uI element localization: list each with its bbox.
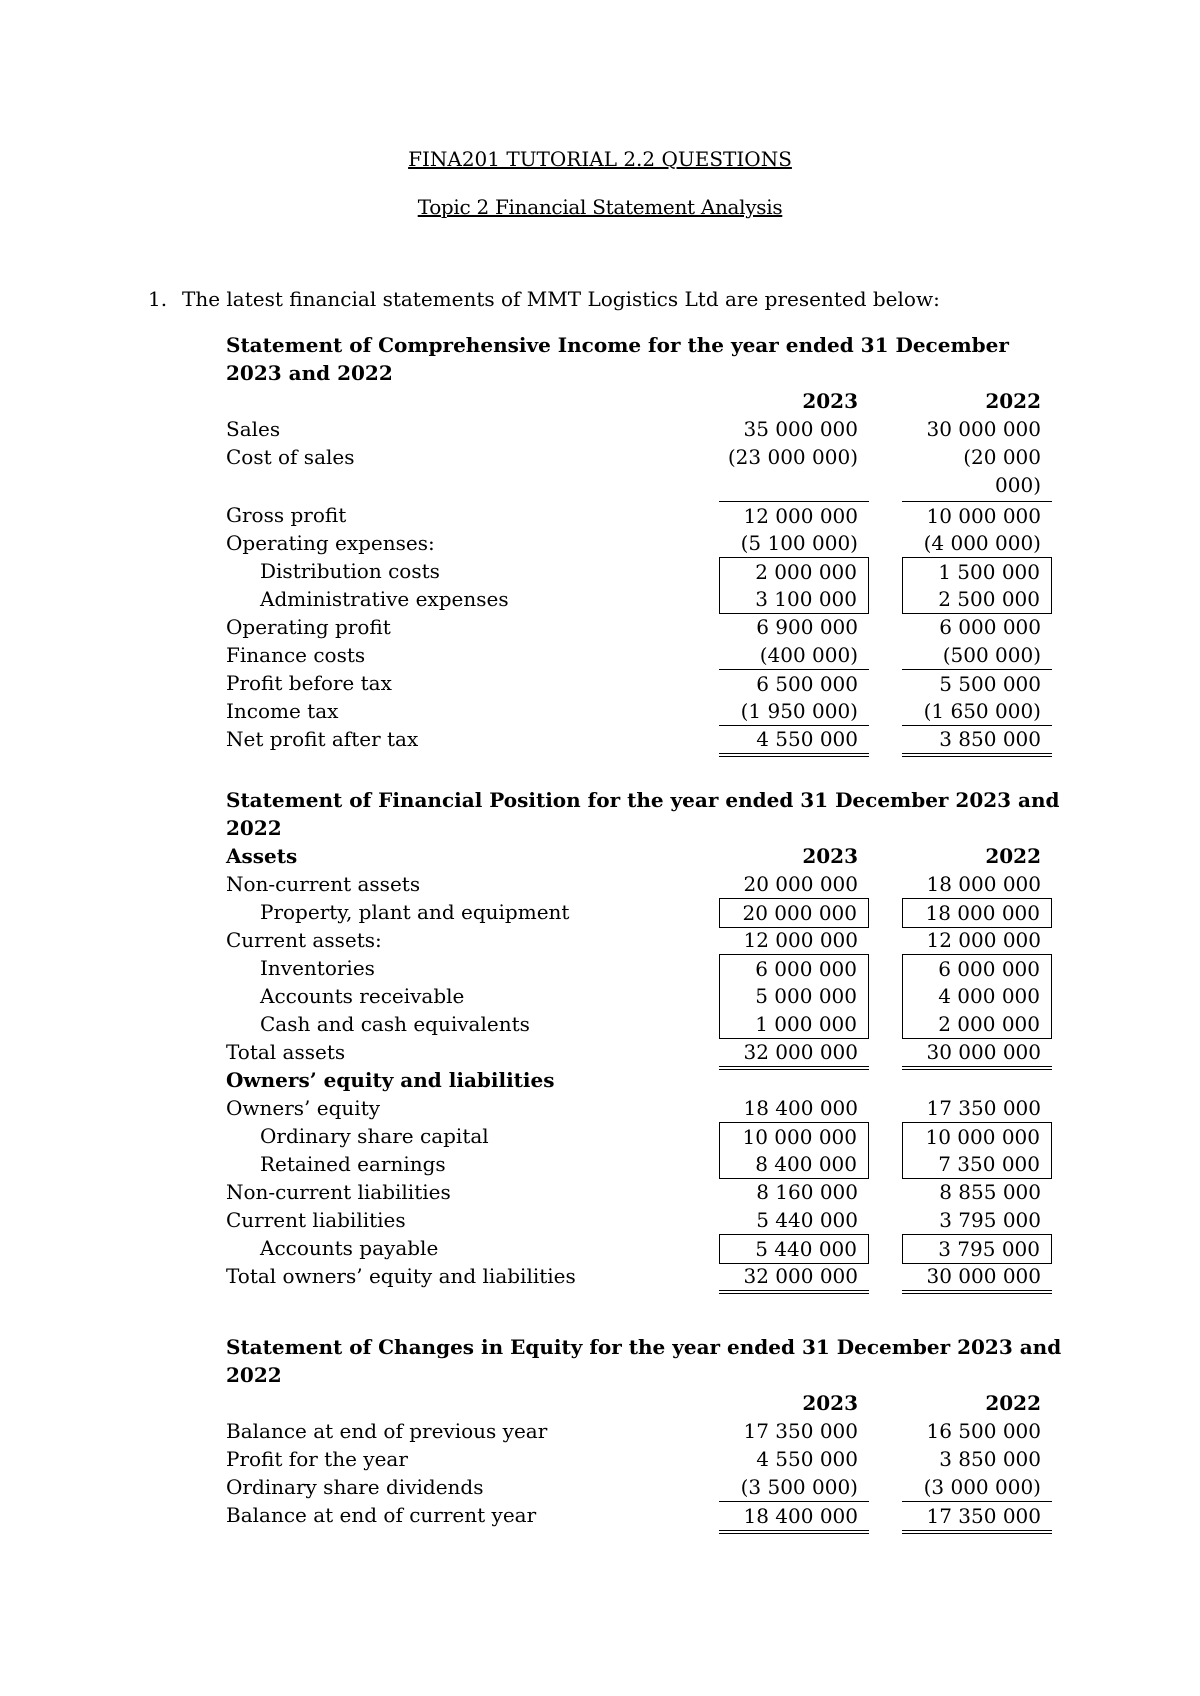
table-row — [226, 1206, 1066, 1234]
table-row — [226, 1038, 1066, 1066]
value-2023: (400 000) — [759, 643, 858, 667]
value-2022: 30 000 000 — [926, 417, 1041, 441]
assets-header-row — [226, 842, 1066, 870]
value-2022: 17 350 000 — [902, 1501, 1052, 1534]
value-2023: 32 000 000 — [719, 1038, 869, 1070]
changes-in-equity-heading: Statement of Changes in Equity for the year ended 31 December 2023 and 2022 — [226, 1335, 1062, 1387]
income-statement — [226, 331, 1066, 753]
row-label: Balance at end of previous year — [226, 1419, 548, 1443]
row-label: Operating expenses: — [226, 531, 435, 555]
row-label: Income tax — [226, 699, 339, 723]
row-label: Current assets: — [226, 928, 382, 952]
table-row — [226, 557, 1066, 585]
value-2023: 4 550 000 — [719, 725, 869, 757]
value-2022: 7 350 000 — [902, 1150, 1052, 1179]
value-2022: 3 795 000 — [902, 1234, 1052, 1264]
table-row — [226, 1417, 1066, 1445]
equity-liabilities-header-row — [226, 1066, 1066, 1094]
row-label: Distribution costs — [260, 559, 440, 583]
row-label: Gross profit — [226, 503, 347, 527]
year-2023-label: 2023 — [802, 389, 858, 413]
changes-in-equity — [226, 1333, 1066, 1529]
table-row — [226, 443, 1066, 501]
value-2023: 5 000 000 — [719, 982, 869, 1010]
value-2022: 30 000 000 — [902, 1262, 1052, 1294]
assets-label: Assets — [226, 844, 298, 868]
financial-position — [226, 786, 1066, 1290]
value-2023: (23 000 000) — [727, 445, 858, 469]
value-2022: 8 855 000 — [939, 1180, 1041, 1204]
value-2022: 2 500 000 — [902, 585, 1052, 614]
row-label: Profit for the year — [226, 1447, 408, 1471]
value-2022: 18 000 000 — [926, 872, 1041, 896]
value-2023: 6 900 000 — [756, 615, 858, 639]
table-row — [226, 1473, 1066, 1501]
value-2022: (20 000 000) — [963, 445, 1041, 497]
value-2023: (1 950 000) — [719, 697, 869, 726]
value-2022: (500 000) — [942, 643, 1041, 667]
value-2023: (5 100 000) — [740, 531, 858, 555]
value-2023: 4 550 000 — [756, 1447, 858, 1471]
row-label: Owners’ equity — [226, 1096, 381, 1120]
row-label: Current liabilities — [226, 1208, 406, 1232]
year-header-row — [226, 1389, 1066, 1417]
table-row — [226, 1262, 1066, 1290]
table-row — [226, 1501, 1066, 1529]
table-row — [226, 1150, 1066, 1178]
table-row — [226, 501, 1066, 529]
value-2022: 30 000 000 — [902, 1038, 1052, 1070]
row-label: Non-current assets — [226, 872, 421, 896]
row-label: Operating profit — [226, 615, 391, 639]
value-2022: 17 350 000 — [926, 1096, 1041, 1120]
value-2022: 5 500 000 — [902, 669, 1052, 698]
year-2022-label: 2022 — [985, 389, 1041, 413]
table-row — [226, 613, 1066, 641]
value-2022: (1 650 000) — [902, 697, 1052, 726]
row-label: Ordinary share dividends — [226, 1475, 484, 1499]
value-2023: (3 500 000) — [740, 1475, 858, 1499]
value-2023: 17 350 000 — [743, 1419, 858, 1443]
value-2022: 4 000 000 — [902, 982, 1052, 1010]
table-row — [226, 1122, 1066, 1150]
document-title: FINA201 TUTORIAL 2.2 QUESTIONS — [408, 147, 792, 171]
value-2023: 6 500 000 — [719, 669, 869, 698]
value-2022: 1 500 000 — [902, 557, 1052, 586]
row-label: Property, plant and equipment — [260, 900, 570, 924]
table-row — [226, 926, 1066, 954]
row-label: Accounts receivable — [260, 984, 465, 1008]
value-2023: 32 000 000 — [719, 1262, 869, 1294]
year-2023-label: 2023 — [802, 1391, 858, 1415]
value-2023: 3 100 000 — [719, 585, 869, 614]
table-row — [226, 1445, 1066, 1473]
table-row — [226, 697, 1066, 725]
question-intro — [148, 287, 940, 311]
value-2022: 3 850 000 — [939, 1447, 1041, 1471]
table-row — [226, 725, 1066, 753]
value-2023: 1 000 000 — [719, 1010, 869, 1039]
table-row — [226, 1178, 1066, 1206]
value-2023: 12 000 000 — [743, 928, 858, 952]
row-label: Net profit after tax — [226, 727, 419, 751]
value-2023: 12 000 000 — [719, 501, 869, 530]
table-row — [226, 1094, 1066, 1122]
value-2022: 16 500 000 — [926, 1419, 1041, 1443]
row-label: Finance costs — [226, 643, 366, 667]
table-row — [226, 641, 1066, 669]
value-2022: 6 000 000 — [939, 615, 1041, 639]
table-row — [226, 954, 1066, 982]
value-2023: 8 160 000 — [756, 1180, 858, 1204]
value-2022: 10 000 000 — [902, 1122, 1052, 1151]
row-label: Total assets — [226, 1040, 346, 1064]
row-label: Administrative expenses — [260, 587, 509, 611]
row-label: Accounts payable — [260, 1236, 439, 1260]
value-2023: 10 000 000 — [719, 1122, 869, 1151]
income-statement-heading: Statement of Comprehensive Income for the year ended 31 December 2023 and 2022 — [226, 333, 1009, 385]
value-2023: 20 000 000 — [743, 872, 858, 896]
table-row — [226, 1010, 1066, 1038]
row-label: Inventories — [260, 956, 375, 980]
table-row — [226, 898, 1066, 926]
value-2022: 18 000 000 — [902, 898, 1052, 928]
row-label: Total owners’ equity and liabilities — [226, 1264, 576, 1288]
question-number: 1. — [148, 287, 168, 311]
value-2023: 6 000 000 — [719, 954, 869, 983]
document-subtitle: Topic 2 Financial Statement Analysis — [417, 195, 783, 219]
value-2022: 3 850 000 — [902, 725, 1052, 757]
value-2023: 2 000 000 — [719, 557, 869, 586]
row-label: Retained earnings — [260, 1152, 446, 1176]
year-header-row — [226, 387, 1066, 415]
value-2023: 18 400 000 — [719, 1501, 869, 1534]
value-2022: (4 000 000) — [923, 531, 1041, 555]
value-2023: 5 440 000 — [719, 1234, 869, 1264]
row-label: Cost of sales — [226, 445, 355, 469]
value-2023: 18 400 000 — [743, 1096, 858, 1120]
row-label: Balance at end of current year — [226, 1503, 537, 1527]
year-2022-label: 2022 — [985, 844, 1041, 868]
table-row — [226, 982, 1066, 1010]
table-row — [226, 669, 1066, 697]
value-2022: 12 000 000 — [926, 928, 1041, 952]
row-label: Non-current liabilities — [226, 1180, 451, 1204]
row-label: Profit before tax — [226, 671, 392, 695]
value-2022: 6 000 000 — [902, 954, 1052, 983]
value-2023: 5 440 000 — [756, 1208, 858, 1232]
year-2023-label: 2023 — [802, 844, 858, 868]
table-row — [226, 415, 1066, 443]
value-2022: 3 795 000 — [939, 1208, 1041, 1232]
row-label: Cash and cash equivalents — [260, 1012, 530, 1036]
value-2023: 35 000 000 — [743, 417, 858, 441]
table-row — [226, 529, 1066, 557]
value-2023: 20 000 000 — [719, 898, 869, 928]
row-label: Ordinary share capital — [260, 1124, 489, 1148]
value-2023: 8 400 000 — [719, 1150, 869, 1179]
value-2022: 10 000 000 — [902, 501, 1052, 530]
table-row — [226, 585, 1066, 613]
value-2022: (3 000 000) — [923, 1475, 1041, 1499]
table-row — [226, 1234, 1066, 1262]
financial-position-heading: Statement of Financial Position for the year ended 31 December 2023 and 2022 — [226, 788, 1060, 840]
table-row — [226, 870, 1066, 898]
value-2022: 2 000 000 — [902, 1010, 1052, 1039]
row-label: Sales — [226, 417, 281, 441]
year-2022-label: 2022 — [985, 1391, 1041, 1415]
row-label: Owners’ equity and liabilities — [226, 1068, 555, 1092]
question-text: The latest financial statements of MMT Logistics Ltd are presented below: — [182, 287, 940, 311]
